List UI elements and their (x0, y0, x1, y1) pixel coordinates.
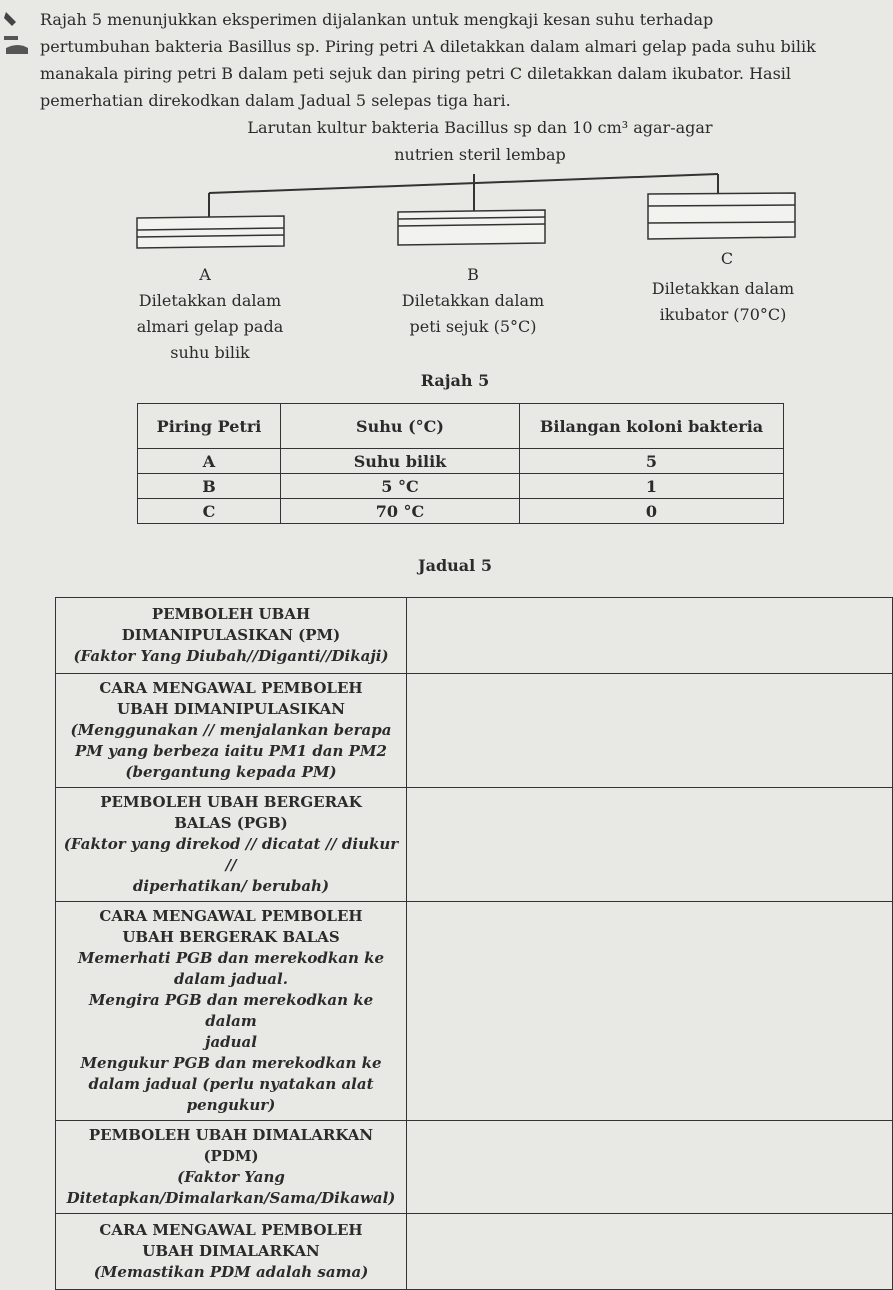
dish-desc-b (373, 288, 573, 340)
variable-label-line: Memerhati PGB dan merekodkan ke (77, 949, 385, 967)
variable-label (56, 598, 407, 674)
results-table (137, 403, 784, 524)
diagram-caption: nutrien steril lembap (394, 145, 566, 164)
dish-desc-line: Diletakkan dalam (651, 279, 795, 298)
variable-label-line: UBAH BERGERAK BALAS (122, 928, 340, 946)
dish-desc-a (110, 288, 310, 366)
variable-label-line: CARA MENGAWAL PEMBOLEH (99, 1221, 363, 1239)
diagram-caption: Larutan kultur bakteria Bacillus sp dan 10 cm³ agar-agar (247, 118, 713, 137)
variable-label-line: PEMBOLEH UBAH (151, 605, 311, 623)
variables-table (55, 597, 893, 1290)
variable-label-line: DIMANIPULASIKAN (PM) (121, 626, 341, 644)
answer-cell[interactable] (407, 1214, 893, 1290)
variable-label-line: CARA MENGAWAL PEMBOLEH (99, 679, 363, 697)
variable-label (56, 788, 407, 902)
variable-label-line: jadual (205, 1033, 257, 1051)
variable-label-line: (Faktor Yang (177, 1168, 285, 1186)
table-row (56, 902, 893, 1121)
figure-title: Rajah 5 (420, 371, 490, 390)
dish-desc-line: almari gelap pada (136, 317, 284, 336)
variable-label-line: BALAS (PGB) (174, 814, 288, 832)
dish-desc-line: ikubator (70°C) (659, 305, 787, 324)
table-cell: B (138, 474, 281, 499)
table-row (56, 1121, 893, 1214)
dish-desc-line: Diletakkan dalam (401, 291, 545, 310)
table-row (138, 449, 784, 474)
intro-line: Rajah 5 menunjukkan eksperimen dijalankan untuk mengkaji kesan suhu terhadap (40, 10, 714, 29)
table-header: Piring Petri (138, 404, 281, 449)
answer-cell[interactable] (407, 902, 893, 1121)
answer-cell[interactable] (407, 674, 893, 788)
intro-line: pertumbuhan bakteria Basillus sp. Piring petri A diletakkan dalam almari gelap pada suhu bilik (40, 37, 816, 56)
petri-dish-a (137, 216, 284, 248)
dish-label-a: A (199, 265, 211, 284)
table-cell: C (138, 499, 281, 524)
variable-label-line: PEMBOLEH UBAH BERGERAK (100, 793, 362, 811)
variable-label (56, 1214, 407, 1290)
variable-label-line: (Memastikan PDM adalah sama) (93, 1263, 369, 1281)
dish-desc-c (623, 276, 823, 328)
variable-label-line: Ditetapkan/Dimalarkan/Sama/Dikawal) (66, 1189, 396, 1207)
answer-cell[interactable] (407, 598, 893, 674)
dish-desc-line: suhu bilik (170, 343, 250, 362)
table-cell: 5 (520, 449, 784, 474)
table-cell: Suhu bilik (281, 449, 520, 474)
table-title: Jadual 5 (418, 556, 492, 575)
variable-label-line: UBAH DIMANIPULASIKAN (117, 700, 345, 718)
table-cell: 5 °C (281, 474, 520, 499)
variable-label-line: (PDM) (203, 1147, 259, 1165)
petri-dish-c (648, 193, 795, 239)
table-row (56, 598, 893, 674)
variable-label-line: Mengukur PGB dan merekodkan ke (80, 1054, 382, 1072)
variable-label-line: (Faktor yang direkod // dicatat // diukur // (63, 835, 399, 874)
variable-label-line: CARA MENGAWAL PEMBOLEH (99, 907, 363, 925)
table-cell: 1 (520, 474, 784, 499)
dish-desc-line: Diletakkan dalam (138, 291, 282, 310)
dish-label-c: C (720, 249, 734, 268)
variable-label-line: diperhatikan/ berubah) (132, 877, 330, 895)
intro-line: manakala piring petri B dalam peti sejuk dan piring petri C diletakkan dalam ikubator. Hasil (40, 64, 792, 83)
variable-label-line: Mengira PGB dan merekodkan ke dalam (88, 991, 374, 1030)
variable-label-line: dalam jadual (perlu nyatakan alat (88, 1075, 374, 1093)
table-row (56, 1214, 893, 1290)
table-header: Bilangan koloni bakteria (520, 404, 784, 449)
answer-cell[interactable] (407, 1121, 893, 1214)
variable-label-line: dalam jadual. (174, 970, 288, 988)
table-header-row (138, 404, 784, 449)
intro-line: pemerhatian direkodkan dalam Jadual 5 selepas tiga hari. (40, 91, 511, 110)
table-cell: A (138, 449, 281, 474)
variable-label-line: (Faktor Yang Diubah//Diganti//Dikaji) (73, 647, 389, 665)
answer-cell[interactable] (407, 788, 893, 902)
variable-label-line: PM yang berbeza iaitu PM1 dan PM2 (75, 742, 387, 760)
table-cell: 70 °C (281, 499, 520, 524)
variable-label (56, 1121, 407, 1214)
table-row (56, 788, 893, 902)
variable-label-line: PEMBOLEH UBAH DIMALARKAN (88, 1126, 374, 1144)
dish-desc-line: peti sejuk (5°C) (409, 317, 537, 336)
petri-dish-b (398, 210, 545, 245)
variable-label-line: (Menggunakan // menjalankan berapa (70, 721, 392, 739)
table-cell: 0 (520, 499, 784, 524)
table-row (138, 499, 784, 524)
table-header: Suhu (°C) (281, 404, 520, 449)
variable-label (56, 674, 407, 788)
variable-label-line: UBAH DIMALARKAN (142, 1242, 320, 1260)
variable-label-line: (bergantung kepada PM) (125, 763, 337, 781)
table-row (56, 674, 893, 788)
table-row (138, 474, 784, 499)
variable-label-line: pengukur) (186, 1096, 276, 1114)
variable-label (56, 902, 407, 1121)
dish-label-b: B (467, 265, 479, 284)
